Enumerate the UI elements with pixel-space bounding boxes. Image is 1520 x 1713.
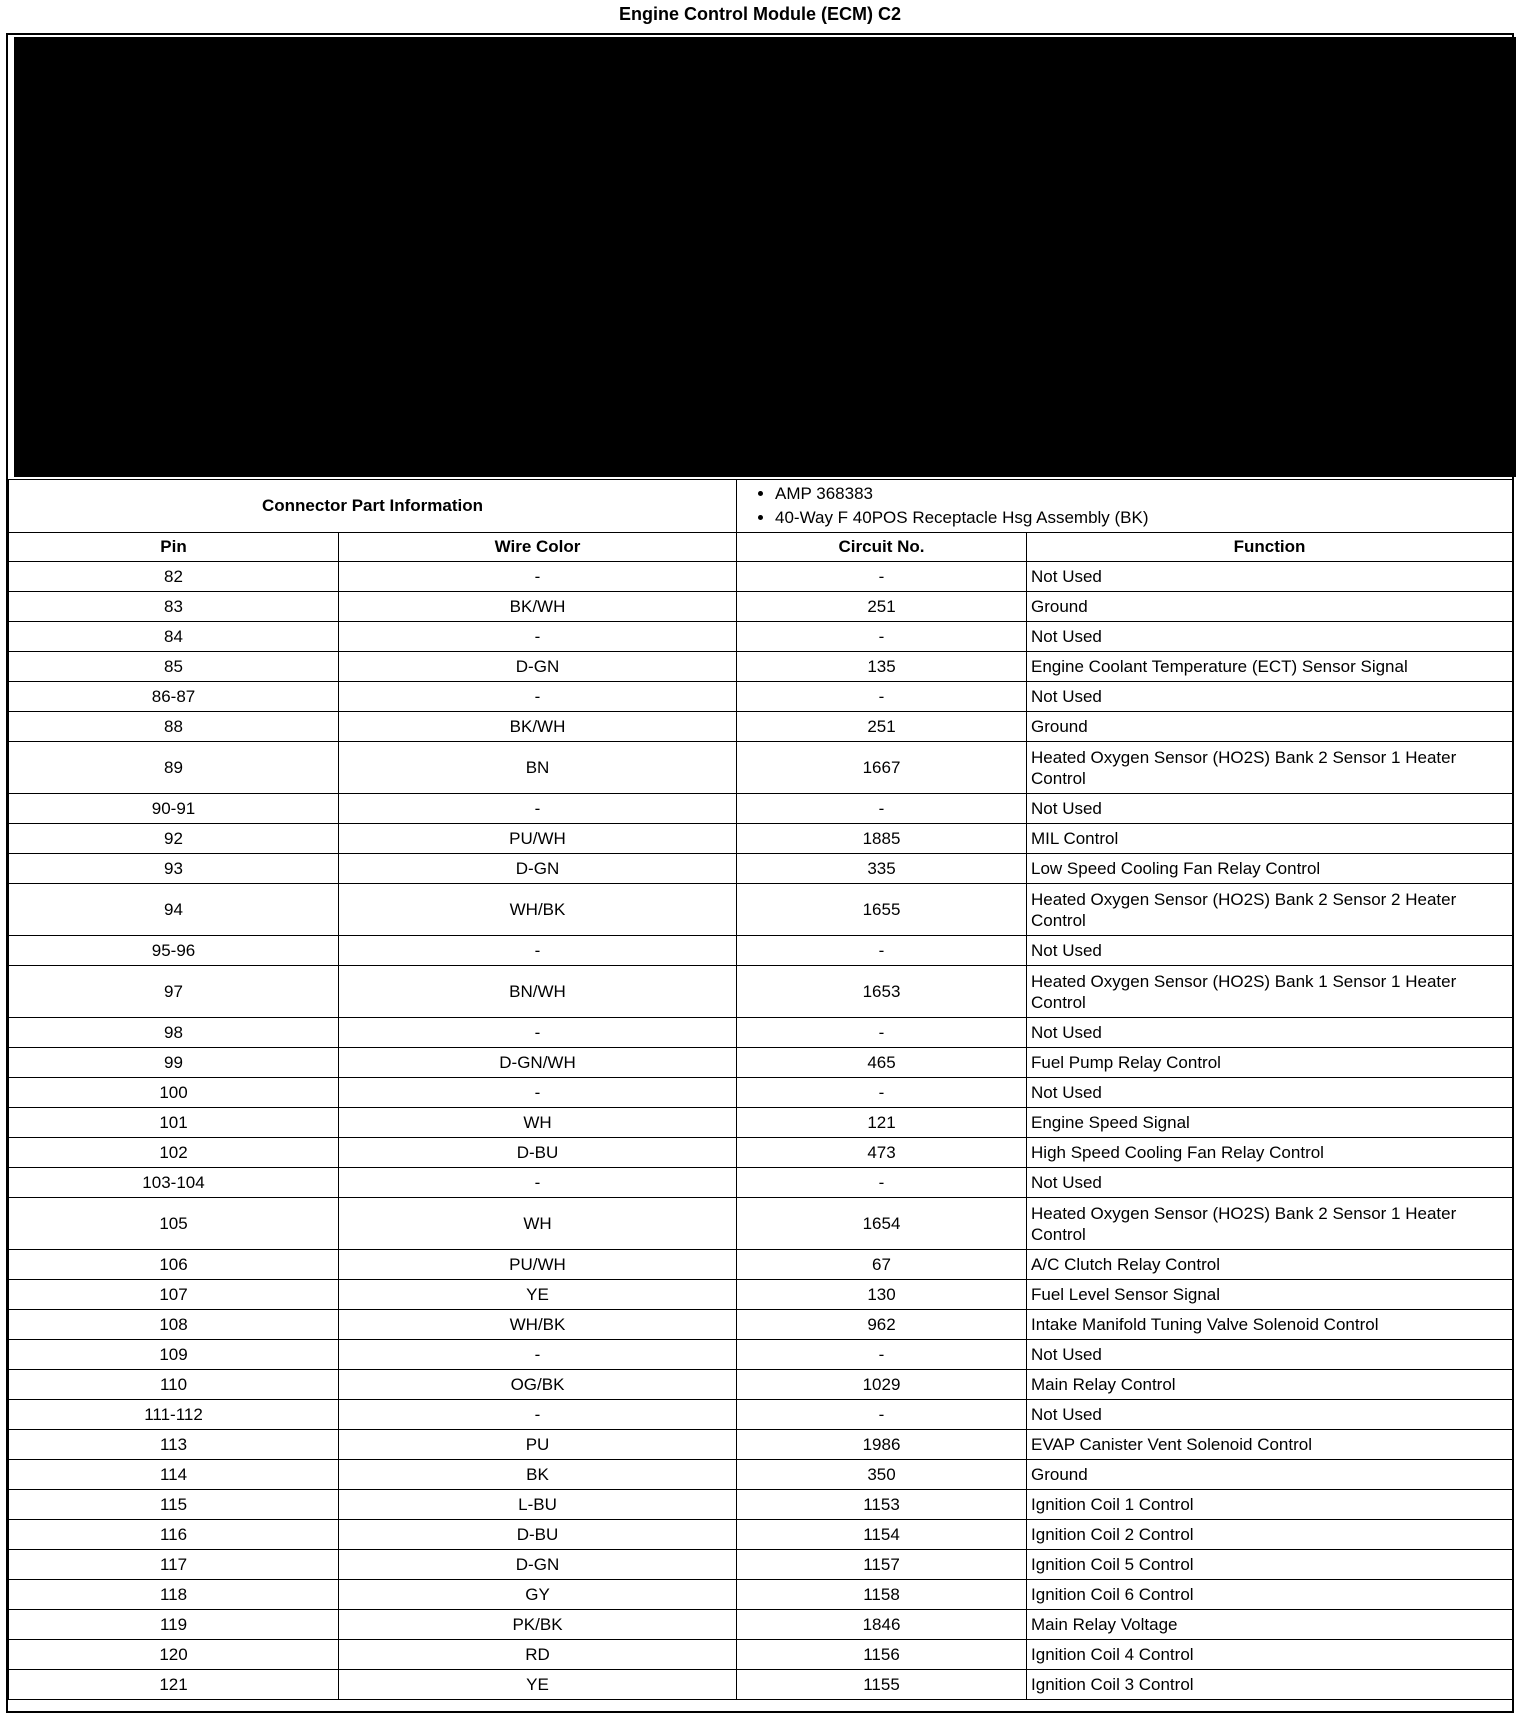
table-row (9, 966, 1513, 1018)
function-cell: Ground (1027, 712, 1513, 742)
circuit-no-cell: - (737, 562, 1027, 592)
circuit-no-cell: 1654 (737, 1198, 1027, 1250)
wire-color-cell: - (339, 1078, 737, 1108)
pin-cell: 99 (9, 1048, 339, 1078)
circuit-no-cell: 465 (737, 1048, 1027, 1078)
function-cell: Ignition Coil 4 Control (1027, 1640, 1513, 1670)
circuit-no-cell: 251 (737, 592, 1027, 622)
circuit-no-cell: - (737, 622, 1027, 652)
function-cell: Not Used (1027, 562, 1513, 592)
circuit-no-cell: 135 (737, 652, 1027, 682)
circuit-no-cell: 1158 (737, 1580, 1027, 1610)
circuit-no-cell: - (737, 682, 1027, 712)
table-row (9, 794, 1513, 824)
circuit-no-cell: 130 (737, 1280, 1027, 1310)
document-frame (6, 33, 1514, 1713)
table-row (9, 1490, 1513, 1520)
function-cell: Low Speed Cooling Fan Relay Control (1027, 854, 1513, 884)
table-row (9, 742, 1513, 794)
circuit-no-cell: 1029 (737, 1370, 1027, 1400)
function-cell: Ground (1027, 592, 1513, 622)
function-cell: Main Relay Control (1027, 1370, 1513, 1400)
wire-color-cell: WH/BK (339, 1310, 737, 1340)
circuit-no-cell: 1846 (737, 1610, 1027, 1640)
table-row (9, 1168, 1513, 1198)
function-cell: Not Used (1027, 622, 1513, 652)
wire-color-cell: - (339, 936, 737, 966)
function-cell: Heated Oxygen Sensor (HO2S) Bank 2 Sensor 1 Heater Control (1027, 742, 1513, 794)
circuit-no-cell: 1986 (737, 1430, 1027, 1460)
wire-color-cell: BK/WH (339, 712, 737, 742)
circuit-no-cell: 67 (737, 1250, 1027, 1280)
pin-cell: 94 (9, 884, 339, 936)
wire-color-cell: YE (339, 1280, 737, 1310)
table-row (9, 622, 1513, 652)
pin-cell: 110 (9, 1370, 339, 1400)
circuit-no-cell: 1885 (737, 824, 1027, 854)
function-cell: Not Used (1027, 794, 1513, 824)
circuit-no-cell: 1655 (737, 884, 1027, 936)
function-cell: MIL Control (1027, 824, 1513, 854)
wire-color-cell: D-BU (339, 1520, 737, 1550)
table-row (9, 1460, 1513, 1490)
circuit-no-cell: - (737, 1340, 1027, 1370)
wire-color-cell: D-GN/WH (339, 1048, 737, 1078)
table-row (9, 1580, 1513, 1610)
wire-color-cell: PU (339, 1430, 737, 1460)
table-row (9, 824, 1513, 854)
pin-cell: 89 (9, 742, 339, 794)
wire-color-cell: - (339, 1400, 737, 1430)
circuit-no-cell: 1153 (737, 1490, 1027, 1520)
circuit-no-cell: 350 (737, 1460, 1027, 1490)
circuit-no-cell: 1156 (737, 1640, 1027, 1670)
function-cell: Not Used (1027, 1400, 1513, 1430)
wire-color-cell: - (339, 622, 737, 652)
wire-color-cell: BK/WH (339, 592, 737, 622)
connector-image (14, 37, 1516, 477)
wire-color-cell: RD (339, 1640, 737, 1670)
pin-cell: 85 (9, 652, 339, 682)
pin-cell: 116 (9, 1520, 339, 1550)
function-cell: Not Used (1027, 682, 1513, 712)
function-cell: Heated Oxygen Sensor (HO2S) Bank 1 Sensor 1 Heater Control (1027, 966, 1513, 1018)
pin-cell: 93 (9, 854, 339, 884)
table-row (9, 1198, 1513, 1250)
function-cell: Engine Coolant Temperature (ECT) Sensor Signal (1027, 652, 1513, 682)
pin-cell: 95-96 (9, 936, 339, 966)
connector-info-item: • 40-Way F 40POS Receptacle Hsg Assembly (BK) (775, 506, 1508, 530)
table-row (9, 652, 1513, 682)
table-row (9, 1670, 1513, 1700)
table-row (9, 1310, 1513, 1340)
function-cell: Not Used (1027, 1340, 1513, 1370)
circuit-no-cell: - (737, 1168, 1027, 1198)
table-row (9, 1250, 1513, 1280)
table-header-row (9, 533, 1513, 562)
circuit-no-cell: - (737, 936, 1027, 966)
table-row (9, 592, 1513, 622)
table-row (9, 712, 1513, 742)
circuit-no-cell: 335 (737, 854, 1027, 884)
wire-color-cell: PU/WH (339, 1250, 737, 1280)
wire-color-cell: - (339, 1168, 737, 1198)
pin-cell: 121 (9, 1670, 339, 1700)
table-row (9, 1640, 1513, 1670)
table-row (9, 682, 1513, 712)
pin-cell: 113 (9, 1430, 339, 1460)
table-row (9, 1018, 1513, 1048)
pin-cell: 100 (9, 1078, 339, 1108)
function-cell: Heated Oxygen Sensor (HO2S) Bank 2 Sensor 1 Heater Control (1027, 1198, 1513, 1250)
pin-cell: 118 (9, 1580, 339, 1610)
pin-cell: 111-112 (9, 1400, 339, 1430)
wire-color-cell: WH/BK (339, 884, 737, 936)
pin-cell: 101 (9, 1108, 339, 1138)
page-title: Engine Control Module (ECM) C2 (619, 4, 901, 24)
wire-color-cell: BN/WH (339, 966, 737, 1018)
function-cell: Ignition Coil 1 Control (1027, 1490, 1513, 1520)
pin-cell: 120 (9, 1640, 339, 1670)
function-cell: Ignition Coil 6 Control (1027, 1580, 1513, 1610)
circuit-no-cell: 473 (737, 1138, 1027, 1168)
pin-cell: 92 (9, 824, 339, 854)
header-wire-color: Wire Color (339, 533, 737, 562)
pin-cell: 119 (9, 1610, 339, 1640)
pin-cell: 88 (9, 712, 339, 742)
wire-color-cell: PK/BK (339, 1610, 737, 1640)
wire-color-cell: GY (339, 1580, 737, 1610)
pin-cell: 114 (9, 1460, 339, 1490)
wire-color-cell: PU/WH (339, 824, 737, 854)
circuit-no-cell: 1653 (737, 966, 1027, 1018)
wire-color-cell: - (339, 1340, 737, 1370)
circuit-no-cell: 1155 (737, 1670, 1027, 1700)
wire-color-cell: D-GN (339, 854, 737, 884)
circuit-no-cell: 251 (737, 712, 1027, 742)
pin-cell: 108 (9, 1310, 339, 1340)
circuit-no-cell: 1154 (737, 1520, 1027, 1550)
wire-color-cell: - (339, 794, 737, 824)
wire-color-cell: YE (339, 1670, 737, 1700)
pin-cell: 105 (9, 1198, 339, 1250)
circuit-no-cell: - (737, 794, 1027, 824)
pin-cell: 82 (9, 562, 339, 592)
table-row (9, 562, 1513, 592)
table-row (9, 884, 1513, 936)
table-row (9, 1280, 1513, 1310)
table-row (9, 936, 1513, 966)
function-cell: Not Used (1027, 1168, 1513, 1198)
wire-color-cell: - (339, 1018, 737, 1048)
pin-cell: 86-87 (9, 682, 339, 712)
wire-color-cell: BN (339, 742, 737, 794)
function-cell: Ignition Coil 2 Control (1027, 1520, 1513, 1550)
table-row (9, 1370, 1513, 1400)
function-cell: Main Relay Voltage (1027, 1610, 1513, 1640)
wire-color-cell: OG/BK (339, 1370, 737, 1400)
circuit-no-cell: 1157 (737, 1550, 1027, 1580)
function-cell: Not Used (1027, 1078, 1513, 1108)
circuit-no-cell: - (737, 1078, 1027, 1108)
table-row (9, 1520, 1513, 1550)
pin-cell: 90-91 (9, 794, 339, 824)
pin-cell: 109 (9, 1340, 339, 1370)
circuit-no-cell: - (737, 1018, 1027, 1048)
circuit-no-cell: 1667 (737, 742, 1027, 794)
function-cell: Intake Manifold Tuning Valve Solenoid Control (1027, 1310, 1513, 1340)
function-cell: Engine Speed Signal (1027, 1108, 1513, 1138)
table-row (9, 1340, 1513, 1370)
circuit-no-cell: - (737, 1400, 1027, 1430)
wire-color-cell: WH (339, 1198, 737, 1250)
table-row (9, 1108, 1513, 1138)
function-cell: Fuel Pump Relay Control (1027, 1048, 1513, 1078)
wire-color-cell: D-GN (339, 652, 737, 682)
table-row (9, 1048, 1513, 1078)
connector-info-label: Connector Part Information (9, 480, 737, 533)
pin-cell: 97 (9, 966, 339, 1018)
table-row (9, 1138, 1513, 1168)
function-cell: Fuel Level Sensor Signal (1027, 1280, 1513, 1310)
function-cell: Not Used (1027, 1018, 1513, 1048)
table-row (9, 1610, 1513, 1640)
pin-cell: 102 (9, 1138, 339, 1168)
wire-color-cell: D-GN (339, 1550, 737, 1580)
header-circuit-no: Circuit No. (737, 533, 1027, 562)
pin-cell: 83 (9, 592, 339, 622)
table-row (9, 1078, 1513, 1108)
table-row (9, 854, 1513, 884)
function-cell: Ignition Coil 5 Control (1027, 1550, 1513, 1580)
pinout-table (8, 479, 1513, 1700)
function-cell: Ignition Coil 3 Control (1027, 1670, 1513, 1700)
header-pin: Pin (9, 533, 339, 562)
circuit-no-cell: 121 (737, 1108, 1027, 1138)
wire-color-cell: L-BU (339, 1490, 737, 1520)
wire-color-cell: BK (339, 1460, 737, 1490)
function-cell: Not Used (1027, 936, 1513, 966)
connector-info-list (737, 480, 1513, 533)
connector-info-item: • AMP 368383 (775, 482, 1508, 506)
circuit-no-cell: 962 (737, 1310, 1027, 1340)
wire-color-cell: WH (339, 1108, 737, 1138)
pin-cell: 117 (9, 1550, 339, 1580)
function-cell: Heated Oxygen Sensor (HO2S) Bank 2 Sensor 2 Heater Control (1027, 884, 1513, 936)
pin-cell: 84 (9, 622, 339, 652)
table-row (9, 1430, 1513, 1460)
connector-info-row (9, 480, 1513, 533)
table-row (9, 1400, 1513, 1430)
pin-cell: 107 (9, 1280, 339, 1310)
pin-cell: 103-104 (9, 1168, 339, 1198)
function-cell: A/C Clutch Relay Control (1027, 1250, 1513, 1280)
pin-cell: 106 (9, 1250, 339, 1280)
header-function: Function (1027, 533, 1513, 562)
function-cell: High Speed Cooling Fan Relay Control (1027, 1138, 1513, 1168)
pin-cell: 115 (9, 1490, 339, 1520)
function-cell: EVAP Canister Vent Solenoid Control (1027, 1430, 1513, 1460)
function-cell: Ground (1027, 1460, 1513, 1490)
pin-cell: 98 (9, 1018, 339, 1048)
wire-color-cell: - (339, 562, 737, 592)
wire-color-cell: - (339, 682, 737, 712)
table-row (9, 1550, 1513, 1580)
wire-color-cell: D-BU (339, 1138, 737, 1168)
